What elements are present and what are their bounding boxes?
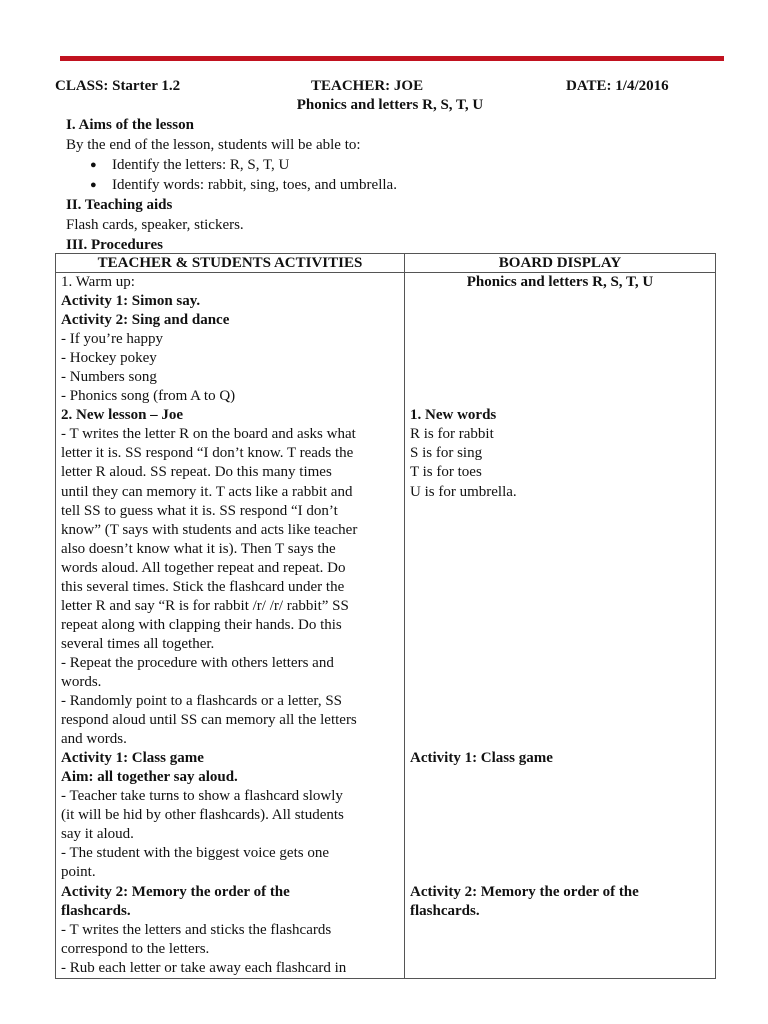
aims-item: ● Identify the letters: R, S, T, U <box>112 155 716 175</box>
text-line: until they can memory it. T acts like a rabbit and <box>61 483 353 500</box>
word-item: T is for toes <box>410 464 482 481</box>
text-line: several times all together. <box>61 635 215 652</box>
board-title: Phonics and letters R, S, T, U <box>466 274 654 290</box>
board-cell <box>405 273 716 979</box>
header-rule <box>60 56 724 61</box>
text-line: - T writes the letter R on the board and asks what <box>61 426 356 443</box>
text-line: this several times. Stick the flashcard under the <box>61 578 345 595</box>
procedures-heading: III. Procedures <box>66 237 163 253</box>
teacher-label: TEACHER: JOE <box>311 78 424 94</box>
text-line: - T writes the letters and sticks the flashcards <box>61 921 332 938</box>
new-lesson-heading: 2. New lesson – Joe <box>61 407 184 424</box>
aids-text: Flash cards, speaker, stickers. <box>66 217 244 233</box>
text-line: letter R and say “R is for rabbit /r/ /r/ rabbit” SS <box>61 597 349 614</box>
board-activity-heading-cont: flashcards. <box>410 902 480 919</box>
list-item: - If you’re happy <box>61 331 164 348</box>
word-item: R is for rabbit <box>410 426 494 443</box>
spacer <box>410 768 710 882</box>
aims-list <box>66 155 716 195</box>
aims-intro: By the end of the lesson, students will be able to: <box>66 137 361 153</box>
text-line: letter R aloud. SS repeat. Do this many times <box>61 464 332 481</box>
text-line: - Repeat the procedure with others letters and <box>61 654 334 671</box>
activity-heading: Activity 1: Simon say. <box>61 293 201 310</box>
date-label: DATE: 1/4/2016 <box>566 78 669 94</box>
text-line: words. <box>61 673 102 690</box>
lesson-intro <box>66 115 716 255</box>
text-line: - Teacher take turns to show a flashcard slowly <box>61 788 343 805</box>
lesson-title: Phonics and letters R, S, T, U <box>296 97 484 113</box>
text-line: words aloud. All together repeat and repeat. Do <box>61 559 346 576</box>
text-line: - Rub each letter or take away each flashcard in <box>61 959 347 976</box>
table-header-row <box>56 254 716 273</box>
text-line: - Randomly point to a flashcards or a letter, SS <box>61 693 343 710</box>
aids-heading: II. Teaching aids <box>66 197 173 213</box>
board-activity-heading: Activity 1: Class game <box>410 750 553 767</box>
word-item: U is for umbrella. <box>410 483 517 500</box>
new-words-heading: 1. New words <box>410 407 497 424</box>
class-label: CLASS: Starter 1.2 <box>55 78 181 94</box>
word-item: S is for sing <box>410 445 483 462</box>
activities-column-header: TEACHER & STUDENTS ACTIVITIES <box>56 254 405 273</box>
text-line: (it will be hid by other flashcards). All students <box>61 807 344 824</box>
text-line: point. <box>61 864 96 881</box>
text-line: know” (T says with students and acts like teacher <box>61 521 358 538</box>
text-line: tell SS to guess what it is. SS respond “I don’t <box>61 502 338 519</box>
text-line: correspond to the letters. <box>61 940 210 957</box>
text-line: repeat along with clapping their hands. Do this <box>61 616 342 633</box>
spacer <box>410 292 710 406</box>
table-row <box>56 273 716 979</box>
activity-heading: Activity 2: Memory the order of the <box>61 883 290 900</box>
header-row <box>55 78 725 98</box>
list-item: - Phonics song (from A to Q) <box>61 388 236 405</box>
procedures-table <box>55 253 716 979</box>
list-item: - Numbers song <box>61 369 157 386</box>
activities-cell <box>56 273 405 979</box>
activity-heading: Activity 1: Class game <box>61 750 204 767</box>
list-item: - Hockey pokey <box>61 350 157 367</box>
aims-item: ● Identify words: rabbit, sing, toes, and umbrella. <box>112 175 716 195</box>
text-line: say it aloud. <box>61 826 134 843</box>
board-activity-heading: Activity 2: Memory the order of the <box>410 883 639 900</box>
text-line: also doesn’t know what it is). Then T says the <box>61 540 336 557</box>
text-line: and words. <box>61 731 127 748</box>
board-column-header: BOARD DISPLAY <box>405 254 716 273</box>
activity-heading: Activity 2: Sing and dance <box>61 312 230 329</box>
activity-aim: Aim: all together say aloud. <box>61 769 238 786</box>
text-line: letter it is. SS respond “I don’t know. T reads the <box>61 445 354 462</box>
spacer <box>410 502 710 750</box>
text-line: - The student with the biggest voice gets one <box>61 845 330 862</box>
aims-heading: I. Aims of the lesson <box>66 117 194 133</box>
text-line: respond aloud until SS can memory all the letters <box>61 712 357 729</box>
warmup-heading: 1. Warm up: <box>61 274 135 290</box>
activity-heading-cont: flashcards. <box>61 902 131 919</box>
